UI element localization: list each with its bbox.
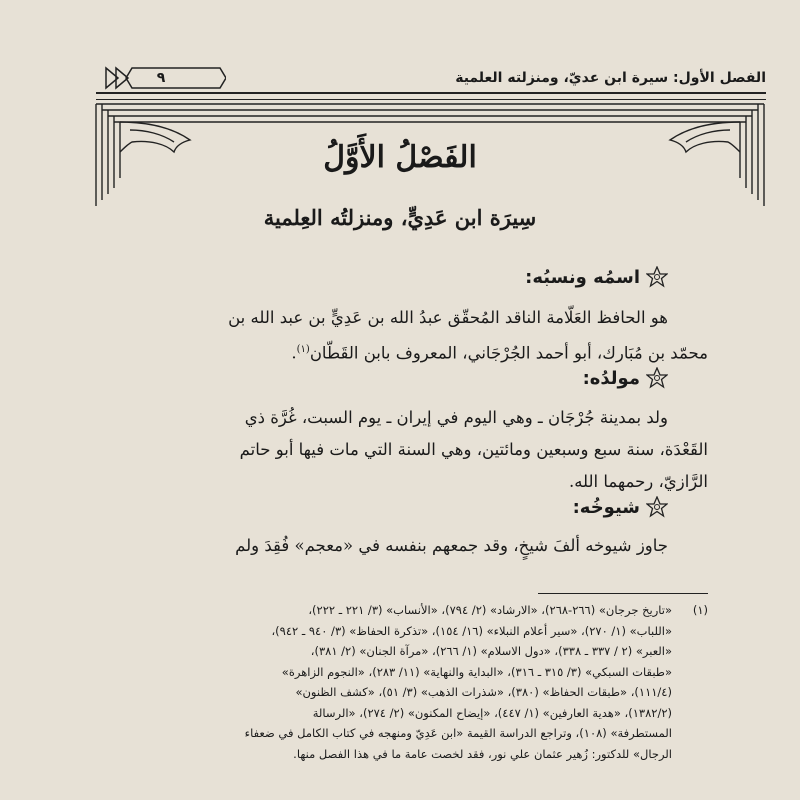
paragraph-line: هو الحافظ العَلّامة الناقد المُحقّق عبدُ الله بن عَدِيٍّ بن عبد الله بن <box>228 308 668 327</box>
section-heading-label: مولدُه: <box>582 367 640 389</box>
footnote-reference: (١) <box>296 344 310 355</box>
header-rule <box>96 92 766 100</box>
footnote-line <box>38 600 708 621</box>
paragraph-line: القَعْدَة، سنة سبع وسبعين ومائتين، وهي السنة التي مات فيها أبو حاتم <box>239 440 708 459</box>
running-title: الفصل الأول: سيرة ابن عديّ، ومنزلته العلمية <box>455 70 766 86</box>
paragraph-line: ولد بمدينة جُرْجَان ـ وهي اليوم في إيران ـ يوم السبت، غُرَّة ذي <box>244 408 668 427</box>
paragraph-line: جاوز شيوخه ألفَ شيخٍ، وقد جمعهم بنفسه في «معجم» فُقِدَ ولم <box>235 536 668 555</box>
section-heading-teachers <box>573 496 668 518</box>
footnote-line: «العبر» (٢ / ٣٣٧ ـ ٣٣٨)، «دول الاسلام» (١/ ٢٦٦)، «مرآة الجنان» (٢/ ٣٨١)، <box>310 644 672 658</box>
star-ornament-icon <box>646 266 668 288</box>
running-header <box>96 66 766 90</box>
star-ornament-icon <box>646 367 668 389</box>
page-number: ٩ <box>156 70 166 86</box>
footnote-marker: (١) <box>692 603 708 617</box>
section-heading-name <box>525 266 668 288</box>
star-ornament-icon <box>646 496 668 518</box>
paragraph-line: الرَّازيّ، رحمهما الله. <box>568 472 708 491</box>
footnote-line: «اللباب» (١/ ٢٧٠)، «سير أعلام النبلاء» (١٦/ ١٥٤)، «تذكرة الحفاظ» (٣/ ٩٤٠ ـ ٩٤٢)، <box>271 623 672 638</box>
section-paragraph-birth <box>63 402 708 498</box>
section-heading-birth <box>583 367 668 389</box>
footnote-line: (١١١/٤)، «طبقات الحفاظ» (٣٨٠)، «شذرات الذهب» (٣/ ٥١)، «كشف الظنون» <box>295 685 672 699</box>
footnote-line: (١٣٨٢/٢)، «هدية العارفين» (١/ ٤٤٧)، «إيضاح المكنون» (٢/ ٢٧٤)، «الرسالة <box>312 705 672 720</box>
paragraph-line: محمّد بن مُبَارك، أبو أحمد الجُرْجَاني، المعروف بابن القَطّان$^{(١)}$. <box>291 343 708 363</box>
footnote-line: المستطرفة» (١٠٨)، وتراجع الدراسة القيمة «ابن عَدِيّ ومنهجه في كتاب الكامل في ضعفاء <box>244 726 672 740</box>
section-paragraph-name <box>63 302 708 370</box>
section-paragraph-teachers <box>63 530 708 562</box>
chapter-title: الفَصْلُ الأَوَّلُ <box>323 140 477 175</box>
page-number-ornament <box>96 66 226 90</box>
section-heading-label: اسمُه ونسبُه: <box>525 266 640 288</box>
footnote-line: الرجال» للدكتور: زُهير عثمان علي نور، فقد لخصت عامة ما في هذا الفصل منها. <box>293 746 672 761</box>
footnote-line: «طبقات السبكي» (٣/ ٣١٥ ـ ٣١٦)، «البداية والنهاية» (١١/ ٢٨٣)، «النجوم الزاهرة» <box>281 664 672 679</box>
chapter-subtitle: سِيرَة ابن عَدِيٍّ، ومنزلتُه العِلمية <box>263 205 537 230</box>
section-heading-label: شيوخُه: <box>572 496 640 518</box>
footnote-line-text: «تاريخ جرجان» (٢٦٦-٢٦٨)، «الارشاد» (٢/ ٧٩٤)، «الأنساب» (٣/ ٢٢١ ـ ٢٢٢)، <box>308 603 672 617</box>
paragraph-line-text: محمّد بن مُبَارك، أبو أحمد الجُرْجَاني، المعروف بابن القَطّان <box>309 343 708 363</box>
footnote <box>38 600 708 764</box>
footnote-rule <box>538 593 708 594</box>
